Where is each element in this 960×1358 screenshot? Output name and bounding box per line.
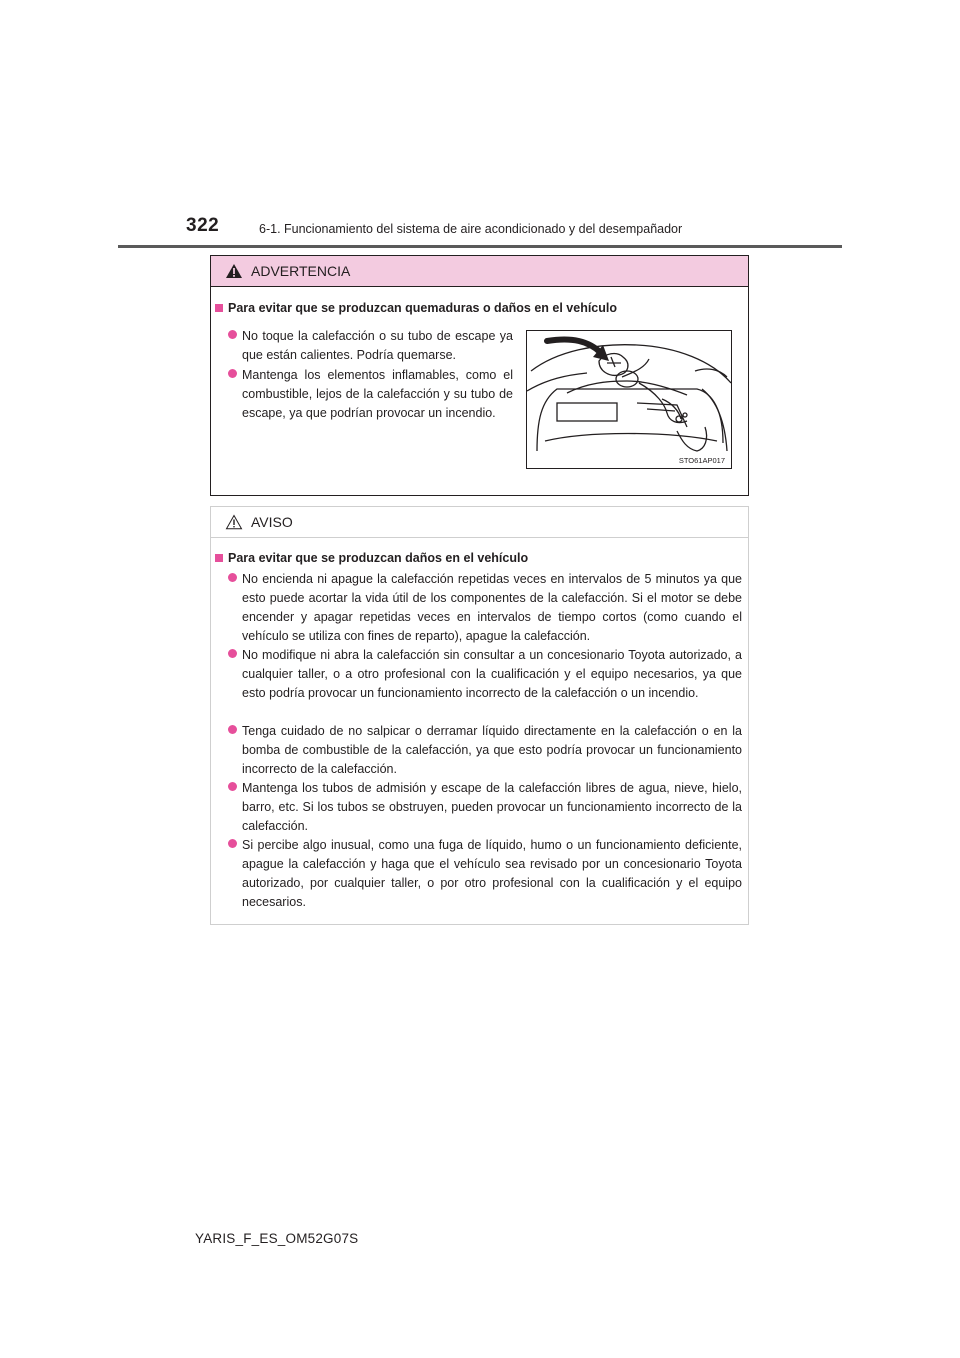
chapter-title: 6-1. Funcionamiento del sistema de aire acondicionado y del desempañador	[259, 222, 683, 236]
bullet-dot-icon	[228, 839, 237, 848]
warning-triangle-icon	[225, 263, 243, 279]
warning-box	[210, 255, 749, 496]
notice-bullet	[228, 836, 742, 912]
caution-outline-triangle-icon	[225, 514, 243, 530]
warning-section-title	[215, 301, 617, 315]
bullet-dot-icon	[228, 649, 237, 658]
square-bullet-icon	[215, 554, 223, 562]
notice-header	[211, 507, 748, 538]
bullet-dot-icon	[228, 330, 237, 339]
notice-label: AVISO	[251, 514, 293, 530]
warning-header	[211, 256, 748, 287]
notice-box	[210, 506, 749, 925]
page-number: 322	[186, 215, 220, 236]
notice-bullet	[228, 779, 742, 836]
car-front-illustration	[527, 331, 732, 469]
notice-bullet-text: Si percibe algo inusual, como una fuga de líquido, humo o un funcionamiento deficiente, apague la calefacción y haga que el vehículo sea revisado por un concesionario Toyota autorizado, por cualquier taller, o por otro profesional con la cualificación y el equipo necesarios.	[242, 838, 742, 909]
notice-bullet	[228, 570, 742, 646]
figure-code: STO61AP017	[678, 456, 725, 465]
notice-bullet-text: No modifique ni abra la calefacción sin consultar a un concesionario Toyota autorizado, a cualquier taller, o a otro profesional con la cualificación y el equipo necesarios, ya que esto podría provocar un funcionamiento incorrecto de la calefacción o un incendio.	[242, 648, 742, 700]
warning-bullet	[228, 327, 513, 365]
heater-exhaust-illustration	[526, 330, 732, 469]
notice-bullet	[228, 646, 742, 703]
notice-section-title	[215, 551, 528, 565]
warning-section-title-text: Para evitar que se produzcan quemaduras o daños en el vehículo	[228, 301, 618, 315]
warning-bullet	[228, 366, 513, 423]
bullet-dot-icon	[228, 573, 237, 582]
bullet-dot-icon	[228, 782, 237, 791]
notice-bullet	[228, 722, 742, 779]
document-code: YARIS_F_ES_OM52G07S	[195, 1231, 359, 1246]
header-rule	[118, 245, 842, 248]
warning-bullet-text: No toque la calefacción o su tubo de escape ya que están calientes. Podría quemarse.	[242, 329, 513, 362]
warning-bullet-text: Mantenga los elementos inflamables, como el combustible, lejos de la calefacción y su tubo de escape, ya que podrían provocar un incendio.	[242, 368, 513, 420]
bullet-dot-icon	[228, 725, 237, 734]
notice-bullet-text: Mantenga los tubos de admisión y escape de la calefacción libres de agua, nieve, hielo, barro, etc. Si los tubos se obstruyen, pueden provocar un funcionamiento incorrecto de la calefacción.	[242, 781, 742, 833]
warning-label: ADVERTENCIA	[251, 263, 351, 279]
square-bullet-icon	[215, 304, 223, 312]
notice-section-title-text: Para evitar que se produzcan daños en el vehículo	[228, 551, 529, 565]
notice-bullet-text: No encienda ni apague la calefacción repetidas veces en intervalos de 5 minutos ya que esto puede acortar la vida útil de los componentes de la calefacción. Si el motor se debe encender y apagar repetidas veces en intervalos de tiempo cortos (como cuando el vehículo se utiliza con fines de reparto), apague la calefacción.	[242, 572, 742, 643]
notice-bullet-text: Tenga cuidado de no salpicar o derramar líquido directamente en la calefacción o en la bomba de combustible de la calefacción, ya que esto podría provocar un funcionamiento incorrecto de la calefacción.	[242, 724, 742, 776]
bullet-dot-icon	[228, 369, 237, 378]
